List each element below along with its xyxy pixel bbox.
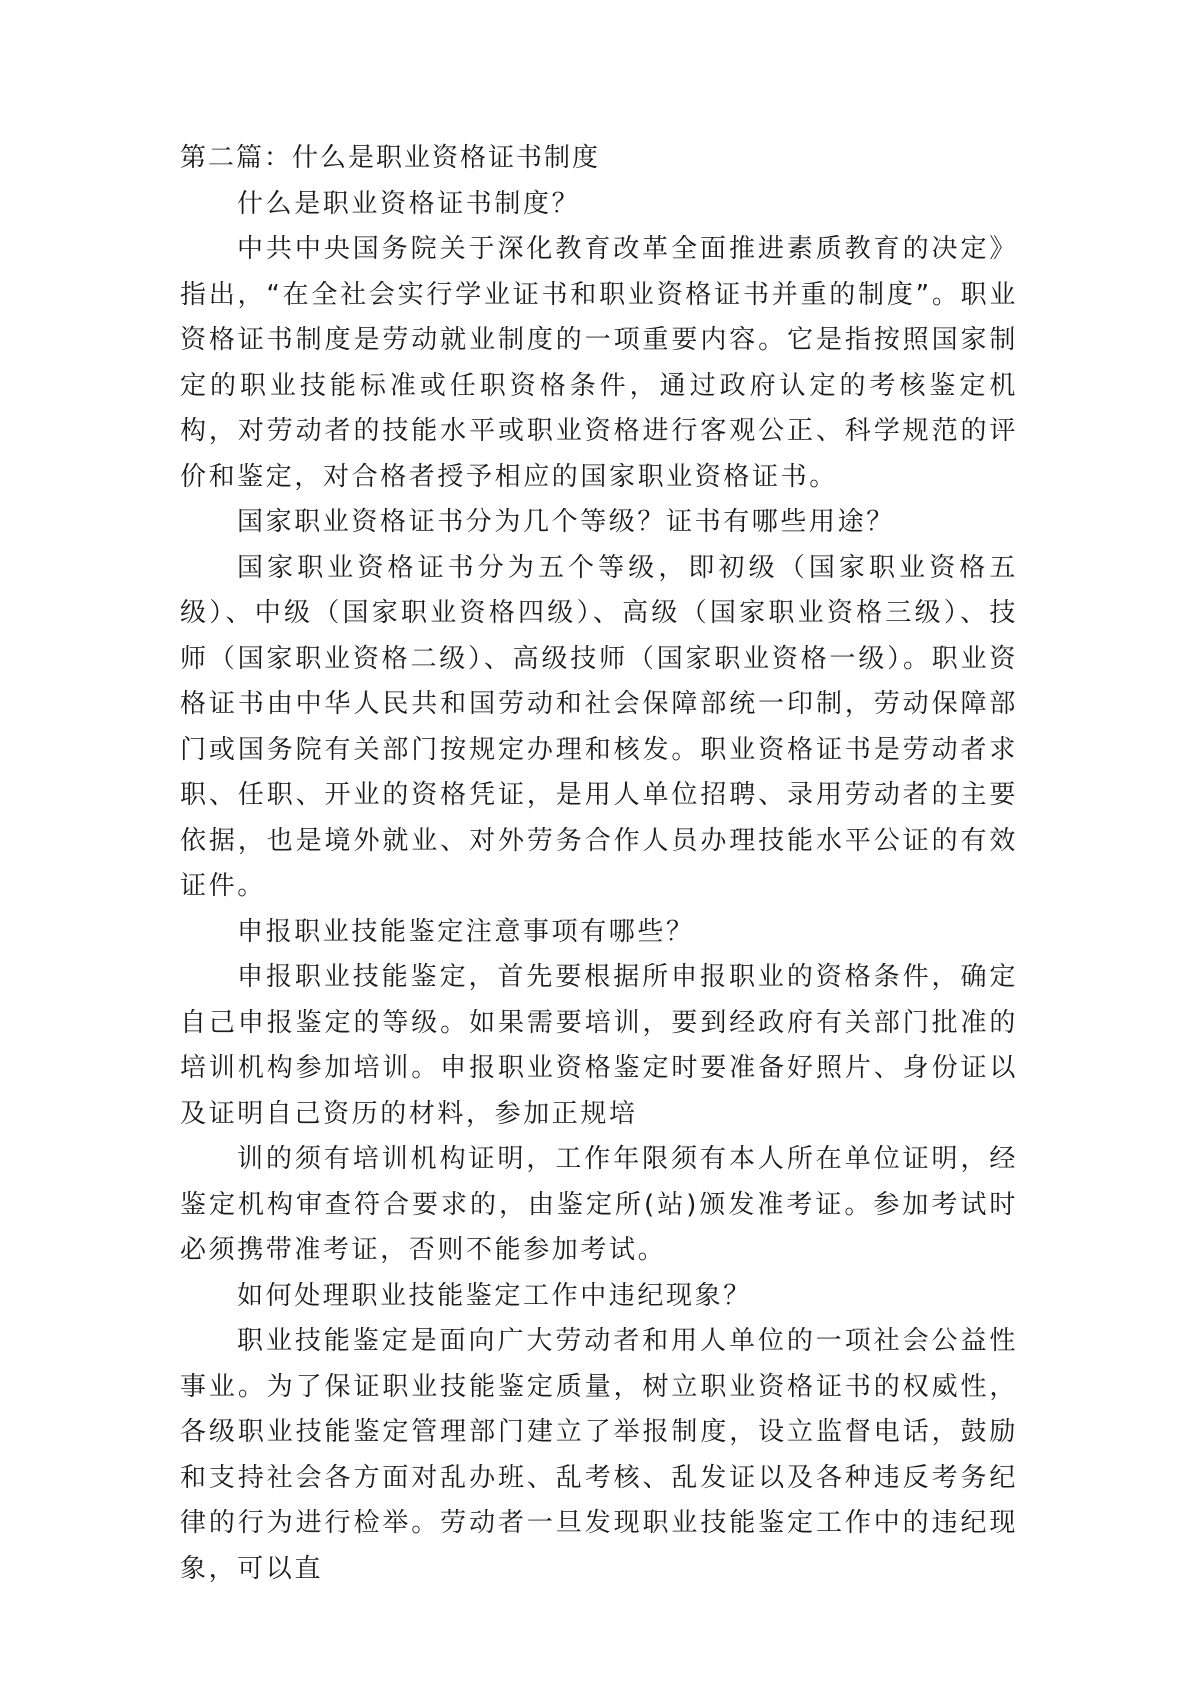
document-title: 第二篇：什么是职业资格证书制度 xyxy=(180,143,601,173)
body-paragraph: 国家职业资格证书分为五个等级，即初级（国家职业资格五级）、中级（国家职业资格四级）、高级（国家职业资格三级）、技师（国家职业资格二级）、高级技师（国家职业资格一级）。职业资格证书由中华人民共和国劳动和社会保障部统一印制，劳动保障部门或国务院有关部门按规定办理和核发。职业资格证书是劳动者求职、任职、开业的资格凭证，是用人单位招聘、录用劳动者的主要依据，也是境外就业、对外劳务合作人员办理技能水平公证的有效证件。 xyxy=(180,552,1018,901)
question-heading: 什么是职业资格证书制度？ xyxy=(237,188,581,219)
body-paragraph: 中共中央国务院关于深化教育改革全面推进素质教育的决定》指出，“在全社会实行学业证书和职业资格证书并重的制度”。职业资格证书制度是劳动就业制度的一项重要内容。它是指按照国家制定的职业技能标准或任职资格条件，通过政府认定的考核鉴定机构，对劳动者的技能水平或职业资格进行客观公正、科学规范的评价和鉴定，对合格者授予相应的国家职业资格证书。 xyxy=(180,234,1018,492)
question-heading: 申报职业技能鉴定注意事项有哪些？ xyxy=(237,916,695,947)
body-paragraph: 职业技能鉴定是面向广大劳动者和用人单位的一项社会公益性事业。为了保证职业技能鉴定质量，树立职业资格证书的权威性，各级职业技能鉴定管理部门建立了举报制度，设立监督电话，鼓励和支持社会各方面对乱办班、乱考核、乱发证以及各种违反考务纪律的行为进行检举。劳动者一旦发现职业技能鉴定工作中的违纪现象，可以直 xyxy=(180,1326,1018,1584)
question-heading: 国家职业资格证书分为几个等级？证书有哪些用途？ xyxy=(237,507,895,537)
body-paragraph: 申报职业技能鉴定，首先要根据所申报职业的资格条件，确定自己申报鉴定的等级。如果需要培训，要到经政府有关部门批准的培训机构参加培训。申报职业资格鉴定时要准备好照片、身份证以及证明自己资历的材料，参加正规培 xyxy=(180,962,1018,1129)
document-body xyxy=(180,136,1018,1592)
question-heading: 如何处理职业技能鉴定工作中违纪现象？ xyxy=(237,1280,752,1311)
body-paragraph: 训的须有培训机构证明，工作年限须有本人所在单位证明，经鉴定机构审查符合要求的，由鉴定所(站)颁发准考证。参加考试时必须携带准考证，否则不能参加考试。 xyxy=(180,1144,1018,1265)
